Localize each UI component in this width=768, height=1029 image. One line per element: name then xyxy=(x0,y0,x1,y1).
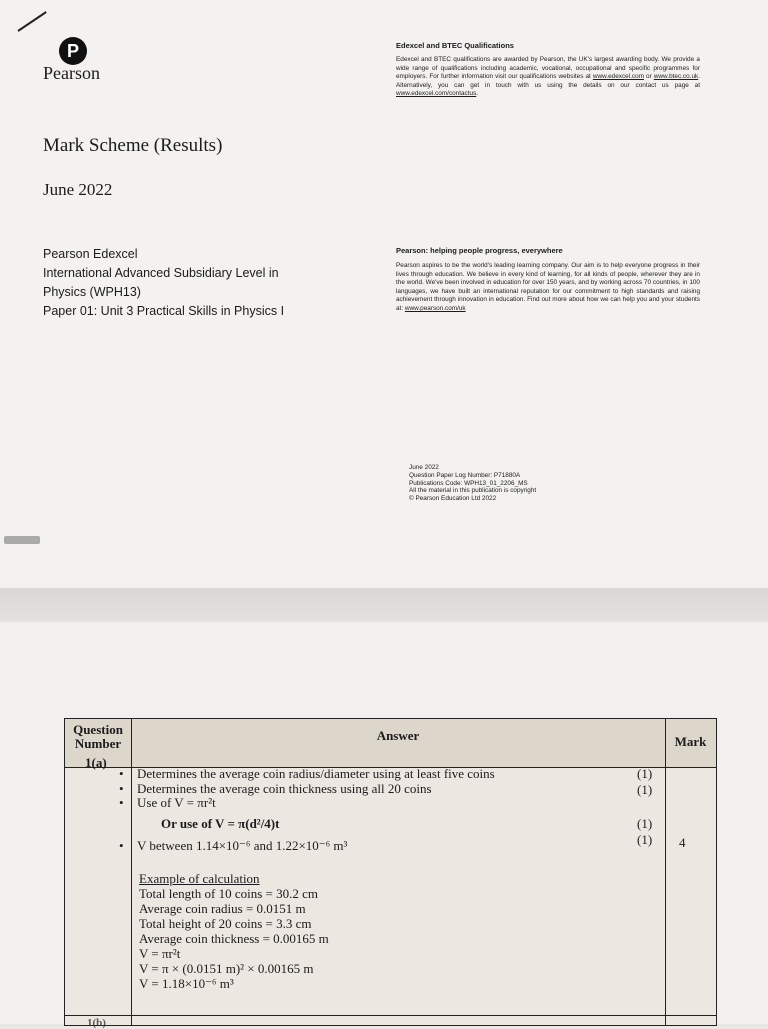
pearson-link[interactable]: www.pearson.com/uk xyxy=(404,304,466,312)
calc-line: V = 1.18×10⁻⁶ m³ xyxy=(139,976,234,991)
answer-bullet: • V between 1.14×10⁻⁶ and 1.22×10⁻⁶ m³ xyxy=(119,838,348,853)
calc-line: Total height of 20 coins = 3.3 cm xyxy=(139,916,312,931)
qualification-line: Physics (WPH13) xyxy=(43,285,141,299)
example-calculation xyxy=(139,871,329,991)
calc-line: Total length of 10 coins = 30.2 cm xyxy=(139,886,319,901)
edexcel-heading: Edexcel and BTEC Qualifications xyxy=(396,41,514,50)
scan-smudge xyxy=(4,536,40,544)
header-answer: Answer xyxy=(376,728,420,743)
colophon xyxy=(409,464,536,503)
document-date: June 2022 xyxy=(43,180,113,199)
table-header-row xyxy=(65,719,716,768)
document-title: Mark Scheme (Results) xyxy=(43,135,223,156)
calc-line: Average coin radius = 0.0151 m xyxy=(139,901,306,916)
bullet-points: (1) xyxy=(637,832,653,847)
qualification-line: Paper 01: Unit 3 Practical Skills in Physics I xyxy=(43,304,285,318)
answer-bullet: • Determines the average coin thickness using all 20 coins xyxy=(119,781,432,796)
mark-scheme-table xyxy=(64,718,717,1029)
colophon-line: All the material in this publication is copyright xyxy=(409,487,537,495)
bullet-points: (1) xyxy=(637,782,653,797)
calc-line: V = πr²t xyxy=(139,946,181,961)
colophon-line: Question Paper Log Number: P71880A xyxy=(409,471,521,479)
bullet-points: (1) xyxy=(637,816,653,831)
contact-link[interactable]: www.edexcel.com/contactus xyxy=(396,90,477,98)
calc-line: Average coin thickness = 0.00165 m xyxy=(139,931,329,946)
page-gap xyxy=(0,588,768,622)
answer-bullet: • Determines the average coin radius/diameter using at least five coins xyxy=(119,766,495,781)
calc-line: V = π × (0.0151 m)² × 0.00165 m xyxy=(139,961,314,976)
btec-link[interactable]: www.btec.co.uk xyxy=(653,73,699,81)
colophon-line: © Pearson Education Ltd 2022 xyxy=(409,495,497,503)
qualification-line: International Advanced Subsidiary Level in xyxy=(43,266,279,280)
example-heading: Example of calculation xyxy=(139,871,260,886)
next-question-number: 1(b) xyxy=(87,1017,106,1029)
pearson-heading: Pearson: helping people progress, everywhere xyxy=(396,246,563,255)
bullet-points: (1) xyxy=(637,766,653,781)
mark-total: 4 xyxy=(679,835,686,850)
question-number: 1(a) xyxy=(85,755,107,770)
qualification-line: Pearson Edexcel xyxy=(43,247,138,261)
answer-bullet: • Use of V = πr²t xyxy=(119,795,216,810)
colophon-line: June 2022 xyxy=(409,464,439,471)
pearson-logo-icon: P xyxy=(59,37,87,65)
colophon-line: Publications Code: WPH13_01_2206_MS xyxy=(409,479,528,487)
pen-mark xyxy=(17,11,46,32)
qualification-block xyxy=(43,245,284,321)
pearson-paragraph: Pearson aspires to be the world's leading learning company. Our aim is to help everyone progress in their lives through education. We believe in every kind of learning, for all kinds of people, wherever they are in the world. We've been involved in education for over 150 years, and by working across 70 countries, in 100 languages, we have built an international reputation for our commitment to high standards and raising achievement through innovation in education. Find out more about how we can help you and your students at: www.pearson.com/uk xyxy=(396,262,700,312)
edexcel-link[interactable]: www.edexcel.com xyxy=(592,73,644,81)
answer-alternative: Or use of V = π(d²/4)t xyxy=(161,816,280,831)
edexcel-paragraph: Edexcel and BTEC qualifications are awarded by Pearson, the UK's largest awarding body. We provide a wide range of qualifications including academic, vocational, occupational and specific programmes for employers. For further information visit our qualifications websites at www.edexcel.com or www.btec.co.uk. Alternatively, you can get in touch with us using the details on our contact us page at www.edexcel.com/contactus. xyxy=(396,56,700,98)
header-mark: Mark xyxy=(674,734,707,749)
brand-name: Pearson xyxy=(43,63,100,83)
header-question-number: Question Number xyxy=(73,722,123,751)
